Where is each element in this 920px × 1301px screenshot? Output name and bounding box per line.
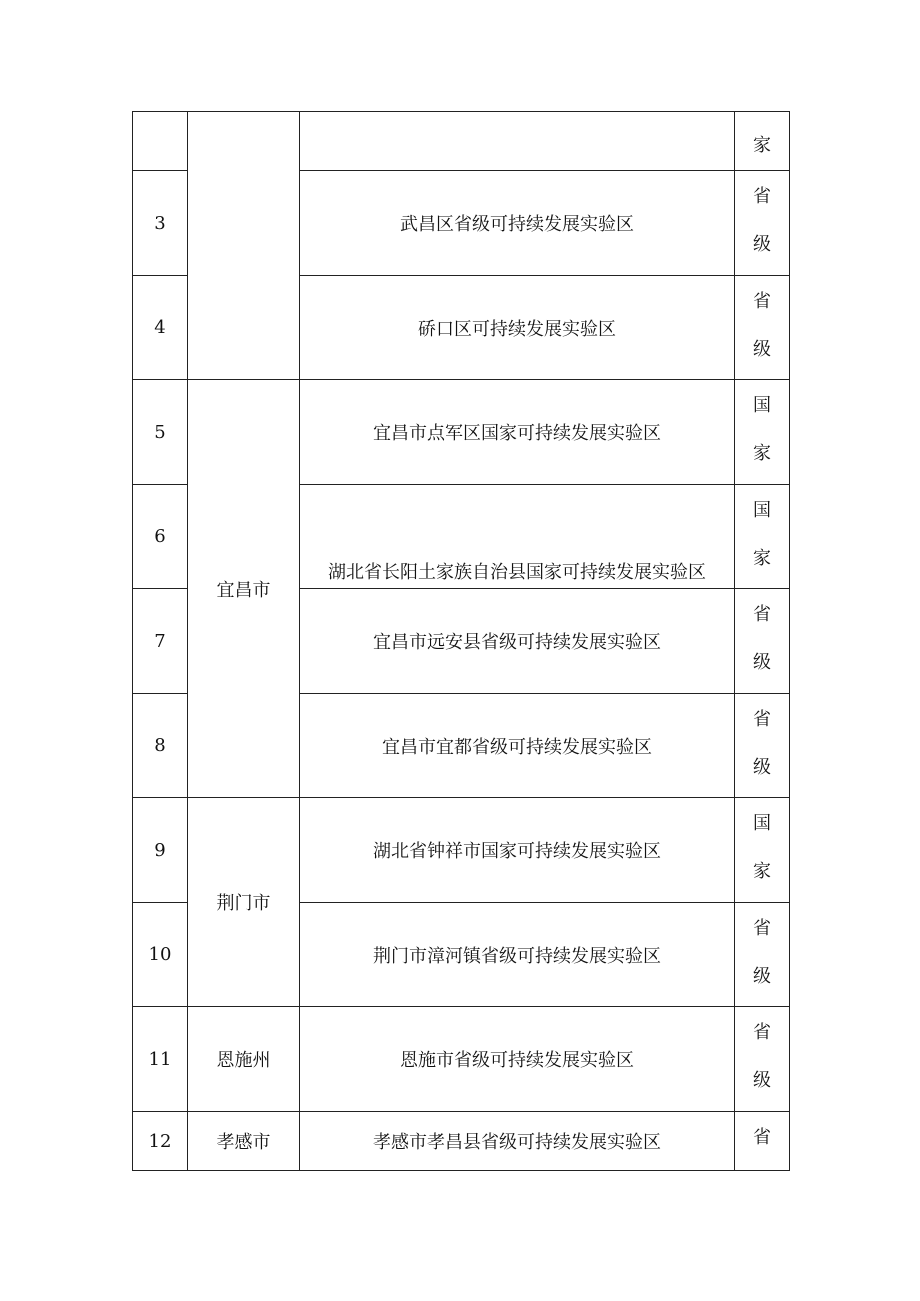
row-number: 10 bbox=[133, 903, 188, 1007]
row-number: 4 bbox=[133, 276, 188, 380]
zone-name: 宜昌市点军区国家可持续发展实验区 bbox=[300, 380, 735, 485]
zone-level bbox=[735, 380, 790, 485]
zone-level-text: 省级 bbox=[752, 291, 771, 360]
zone-level-text: 省级 bbox=[752, 918, 771, 987]
zone-level bbox=[735, 171, 790, 276]
zone-level-text: 省级 bbox=[752, 604, 771, 673]
zone-level bbox=[735, 112, 790, 171]
zone-name bbox=[300, 112, 735, 171]
zone-level bbox=[735, 903, 790, 1007]
table-row bbox=[133, 112, 790, 171]
row-number: 12 bbox=[133, 1112, 188, 1171]
row-number: 7 bbox=[133, 589, 188, 694]
experimental-zone-table bbox=[132, 111, 790, 1171]
table-row bbox=[133, 380, 790, 485]
zone-level-text: 家 bbox=[752, 135, 771, 156]
zone-name: 孝感市孝昌县省级可持续发展实验区 bbox=[300, 1112, 735, 1171]
zone-level-text: 省级 bbox=[752, 709, 771, 778]
zone-level-text: 省级 bbox=[752, 186, 771, 255]
city-cell: 宜昌市 bbox=[188, 380, 300, 798]
row-number: 3 bbox=[133, 171, 188, 276]
table-row bbox=[133, 1007, 790, 1112]
city-cell: 孝感市 bbox=[188, 1112, 300, 1171]
row-number: 5 bbox=[133, 380, 188, 485]
zone-name: 硚口区可持续发展实验区 bbox=[300, 276, 735, 380]
row-number: 9 bbox=[133, 798, 188, 903]
zone-level bbox=[735, 1112, 790, 1171]
zone-name: 武昌区省级可持续发展实验区 bbox=[300, 171, 735, 276]
city-cell: 荆门市 bbox=[188, 798, 300, 1007]
table-row bbox=[133, 1112, 790, 1171]
table-row bbox=[133, 798, 790, 903]
zone-name: 荆门市漳河镇省级可持续发展实验区 bbox=[300, 903, 735, 1007]
zone-level bbox=[735, 694, 790, 798]
zone-level bbox=[735, 485, 790, 589]
zone-level bbox=[735, 798, 790, 903]
zone-level-text: 国家 bbox=[752, 500, 771, 569]
zone-level-text: 省级 bbox=[752, 1022, 771, 1091]
zone-name: 宜昌市宜都省级可持续发展实验区 bbox=[300, 694, 735, 798]
zone-level-text: 省 bbox=[752, 1127, 771, 1148]
row-number: 11 bbox=[133, 1007, 188, 1112]
zone-name: 宜昌市远安县省级可持续发展实验区 bbox=[300, 589, 735, 694]
city-cell bbox=[188, 112, 300, 380]
zone-name: 湖北省钟祥市国家可持续发展实验区 bbox=[300, 798, 735, 903]
zone-name: 恩施市省级可持续发展实验区 bbox=[300, 1007, 735, 1112]
row-number: 8 bbox=[133, 694, 188, 798]
zone-level-text: 国家 bbox=[752, 813, 771, 882]
zone-level bbox=[735, 276, 790, 380]
row-number bbox=[133, 112, 188, 171]
zone-level bbox=[735, 1007, 790, 1112]
zone-level bbox=[735, 589, 790, 694]
zone-level-text: 国家 bbox=[752, 395, 771, 464]
city-cell: 恩施州 bbox=[188, 1007, 300, 1112]
row-number: 6 bbox=[133, 485, 188, 589]
zone-name: 湖北省长阳土家族自治县国家可持续发展实验区 bbox=[300, 485, 735, 589]
